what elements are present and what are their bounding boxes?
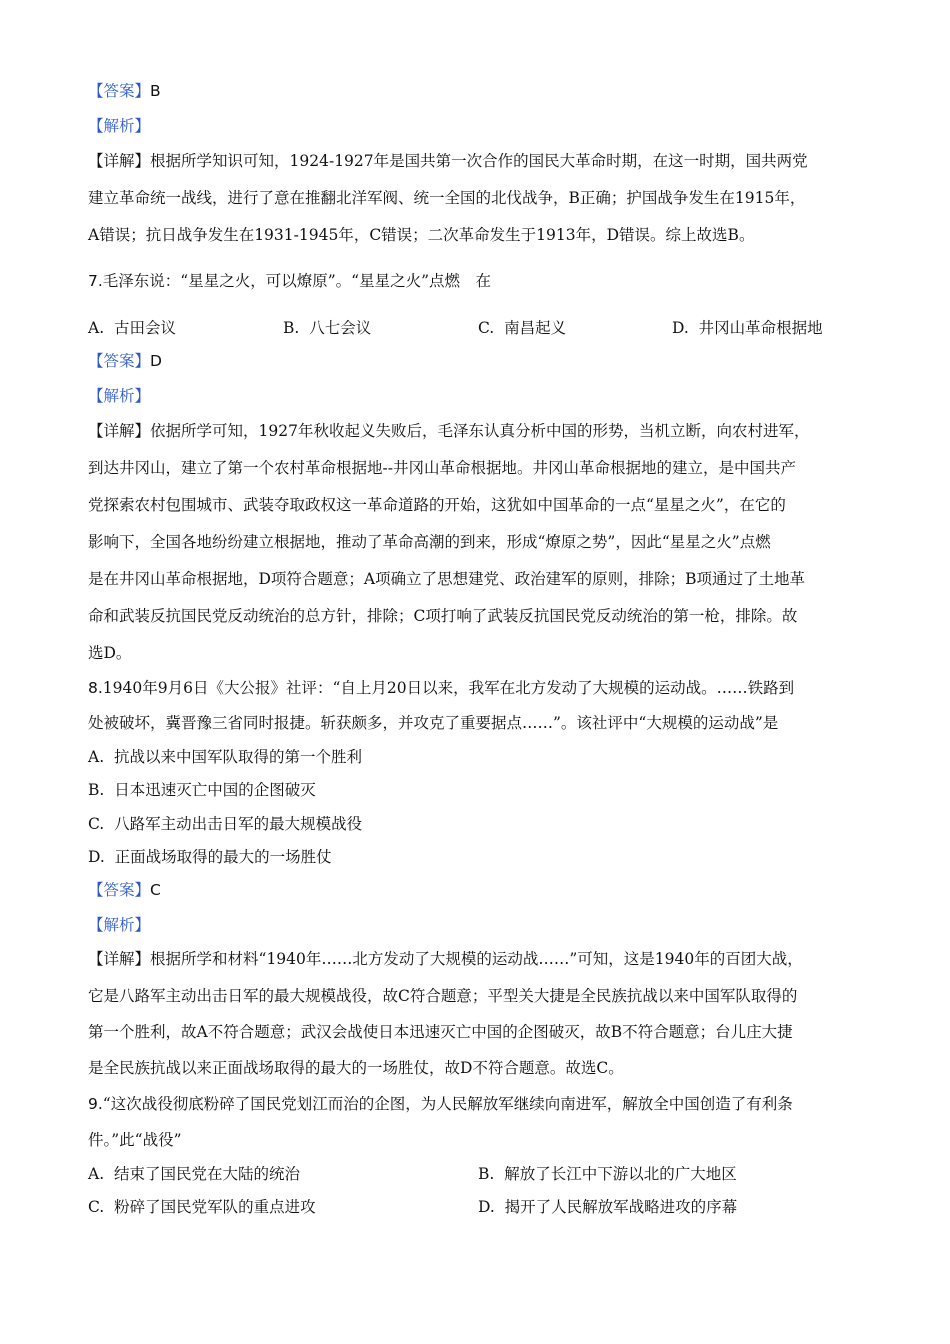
answer-label: 【答案】 xyxy=(88,881,151,899)
q8-detail-line-2: 它是八路军主动出击日军的最大规模战役，故C符合题意；平型关大捷是全民族抗战以来中国军队取得的 xyxy=(88,987,798,1005)
q7-detail-line-4: 影响下，全国各地纷纷建立根据地，推动了革命高潮的到来，形成“燎原之势”，因此“星星之火”点燃 xyxy=(88,533,771,551)
q9-stem-line-1: 9.“这次战役彻底粉碎了国民党划江而治的企图，为人民解放军继续向南进军，解放全中国创造了有利条 xyxy=(88,1095,793,1113)
q8-option-c: C. 八路军主动出击日军的最大规模战役 xyxy=(88,815,363,833)
q8-detail-line-1: 【详解】根据所学和材料“1940年……北方发动了大规模的运动战……”可知，这是1940年的百团大战， xyxy=(88,950,803,968)
q9-number: 9. xyxy=(88,1095,103,1113)
q8-option-a: A. 抗战以来中国军队取得的第一个胜利 xyxy=(88,748,362,766)
q7-option-a: A. 古田会议 xyxy=(88,319,176,337)
detail-label: 【详解】 xyxy=(88,422,151,440)
q7-detail-line-3: 党探索农村包围城市、武装夺取政权这一革命道路的开始，这犹如中国革命的一点“星星之火”，在它的 xyxy=(88,496,786,514)
q7-option-c: C. 南昌起义 xyxy=(478,319,567,337)
q6-answer-line xyxy=(88,80,161,102)
q9-option-a: A. 结束了国民党在大陆的统治 xyxy=(88,1165,300,1183)
q6-detail-line-3: A错误；抗日战争发生在1931-1945年，C错误；二次革命发生于1913年，D错误。综上故选B。 xyxy=(88,226,755,244)
q8-stem-line-1: 8.1940年9月6日《大公报》社评：“自上月20日以来，我军在北方发动了大规模的运动战。……铁路到 xyxy=(88,679,795,697)
q7-detail-line-7: 选D。 xyxy=(88,644,132,662)
analysis-label: 【解析】 xyxy=(88,117,151,135)
q7-stem: 7.毛泽东说：“星星之火，可以燎原”。“星星之火”点燃 在 xyxy=(88,272,491,290)
q8-stem-line-2: 处被破坏，冀晋豫三省同时报捷。斩获颇多，并攻克了重要据点……”。该社评中“大规模的运动战”是 xyxy=(88,714,779,732)
q6-answer: B xyxy=(150,82,161,100)
q7-analysis-line xyxy=(88,385,150,407)
q8-detail-line-4: 是全民族抗战以来正面战场取得的最大的一场胜仗，故D不符合题意。故选C。 xyxy=(88,1059,624,1077)
q8-detail-line-3: 第一个胜利，故A不符合题意；武汉会战使日本迅速灭亡中国的企图破灭，故B不符合题意；台儿庄大捷 xyxy=(88,1023,793,1041)
answer-label: 【答案】 xyxy=(88,352,151,370)
answer-label: 【答案】 xyxy=(88,82,151,100)
q8-answer-line xyxy=(88,879,161,901)
analysis-label: 【解析】 xyxy=(88,387,151,405)
q9-stem-line-2: 件。”此“战役” xyxy=(88,1131,182,1149)
q7-option-d: D. 井冈山革命根据地 xyxy=(672,319,823,337)
q7-detail-line-5: 是在井冈山革命根据地，D项符合题意；A项确立了思想建党、政治建军的原则，排除；B项通过了土地革 xyxy=(88,570,806,588)
q7-number: 7. xyxy=(88,272,103,290)
q8-analysis-line xyxy=(88,914,150,936)
q7-answer: D xyxy=(150,352,162,370)
q7-answer-line xyxy=(88,350,162,372)
q9-option-b: B. 解放了长江中下游以北的广大地区 xyxy=(478,1165,737,1183)
detail-label: 【详解】 xyxy=(88,152,151,170)
q7-detail-line-6: 命和武装反抗国民党反动统治的总方针，排除；C项打响了武装反抗国民党反动统治的第一枪，排除。故 xyxy=(88,607,798,625)
analysis-label: 【解析】 xyxy=(88,916,151,934)
q9-option-c: C. 粉碎了国民党军队的重点进攻 xyxy=(88,1198,316,1216)
detail-label: 【详解】 xyxy=(88,950,151,968)
q8-number: 8. xyxy=(88,679,103,697)
q6-detail-line-2: 建立革命统一战线，进行了意在推翻北洋军阀、统一全国的北伐战争，B正确；护国战争发生在1915年， xyxy=(88,189,806,207)
q6-analysis-line xyxy=(88,115,150,137)
q8-option-d: D. 正面战场取得的最大的一场胜仗 xyxy=(88,848,332,866)
q7-detail-line-2: 到达井冈山，建立了第一个农村革命根据地--井冈山革命根据地。井冈山革命根据地的建立，是中国共产 xyxy=(88,459,796,477)
q8-answer: C xyxy=(150,881,161,899)
q9-option-d: D. 揭开了人民解放军战略进攻的序幕 xyxy=(478,1198,738,1216)
q7-option-b: B. 八七会议 xyxy=(283,319,372,337)
q6-detail-line-1: 【详解】根据所学知识可知，1924-1927年是国共第一次合作的国民大革命时期，在这一时期，国共两党 xyxy=(88,152,808,170)
q8-option-b: B. 日本迅速灭亡中国的企图破灭 xyxy=(88,781,316,799)
q7-detail-line-1: 【详解】依据所学可知，1927年秋收起义失败后，毛泽东认真分析中国的形势，当机立断，向农村进军， xyxy=(88,422,810,440)
